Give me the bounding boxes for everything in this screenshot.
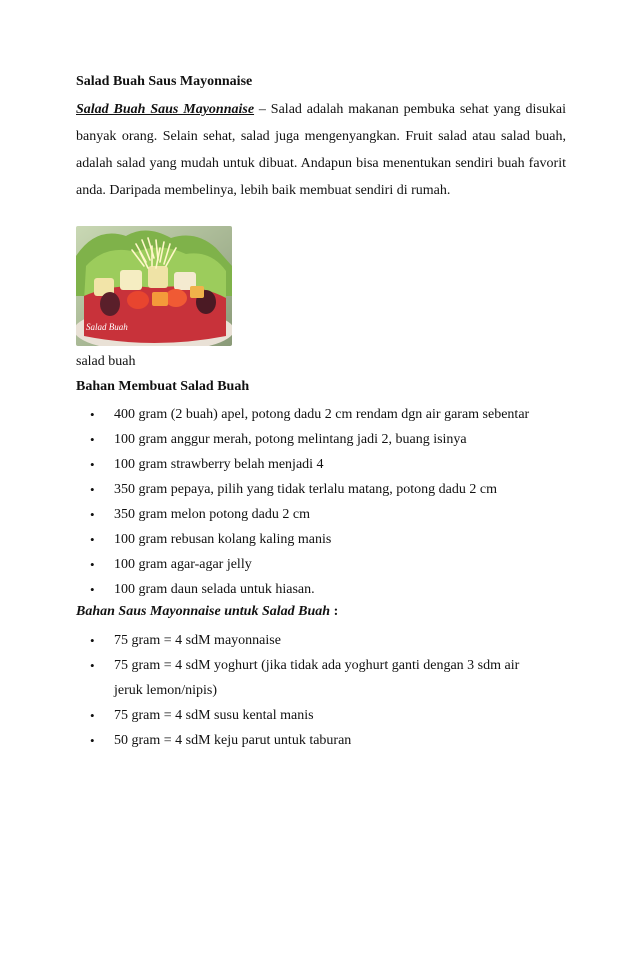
ingredients-heading: Bahan Membuat Salad Buah bbox=[76, 379, 250, 394]
list-item: • 100 gram agar-agar jelly bbox=[76, 552, 566, 577]
salad-photo bbox=[76, 226, 232, 346]
ingredients-list bbox=[76, 402, 566, 602]
intro-paragraph bbox=[76, 96, 566, 204]
intro-lead-link[interactable]: Salad Buah Saus Mayonnaise bbox=[76, 102, 255, 117]
photo-watermark: Salad Buah bbox=[86, 322, 128, 332]
intro-text: – Salad adalah makanan pembuka sehat yang disukai banyak orang. Selain sehat, salad juga mengenyangkan. Fruit salad atau salad buah, adalah salad yang mudah untuk dibuat. Andapun bisa menentukan sendiri buah favorit anda. Daripada membelinya, lebih baik membuat sendiri di rumah. bbox=[76, 102, 566, 198]
list-item: • 75 gram = 4 sdM susu kental manis bbox=[76, 703, 566, 728]
list-item: • 400 gram (2 buah) apel, potong dadu 2 cm rendam dgn air garam sebentar bbox=[76, 402, 566, 427]
photo-caption: salad buah bbox=[76, 354, 136, 369]
list-item: • 100 gram daun selada untuk hiasan. bbox=[76, 577, 566, 602]
page-title: Salad Buah Saus Mayonnaise bbox=[76, 74, 253, 89]
list-item: • 100 gram strawberry belah menjadi 4 bbox=[76, 452, 566, 477]
sauce-heading-colon: : bbox=[330, 604, 339, 619]
sauce-heading-text: Bahan Saus Mayonnaise untuk Salad Buah bbox=[76, 604, 331, 619]
list-item: • 100 gram rebusan kolang kaling manis bbox=[76, 527, 566, 552]
list-item: • 50 gram = 4 sdM keju parut untuk taburan bbox=[76, 728, 566, 753]
list-item: • 75 gram = 4 sdM yoghurt (jika tidak ada yoghurt ganti dengan 3 sdm air jeruk lemon/nipis) bbox=[76, 653, 566, 703]
list-item: • 350 gram pepaya, pilih yang tidak terlalu matang, potong dadu 2 cm bbox=[76, 477, 566, 502]
sauce-heading bbox=[76, 604, 338, 620]
sauce-list bbox=[76, 628, 566, 753]
list-item: • 75 gram = 4 sdM mayonnaise bbox=[76, 628, 566, 653]
list-item: • 350 gram melon potong dadu 2 cm bbox=[76, 502, 566, 527]
list-item: • 100 gram anggur merah, potong melintang jadi 2, buang isinya bbox=[76, 427, 566, 452]
